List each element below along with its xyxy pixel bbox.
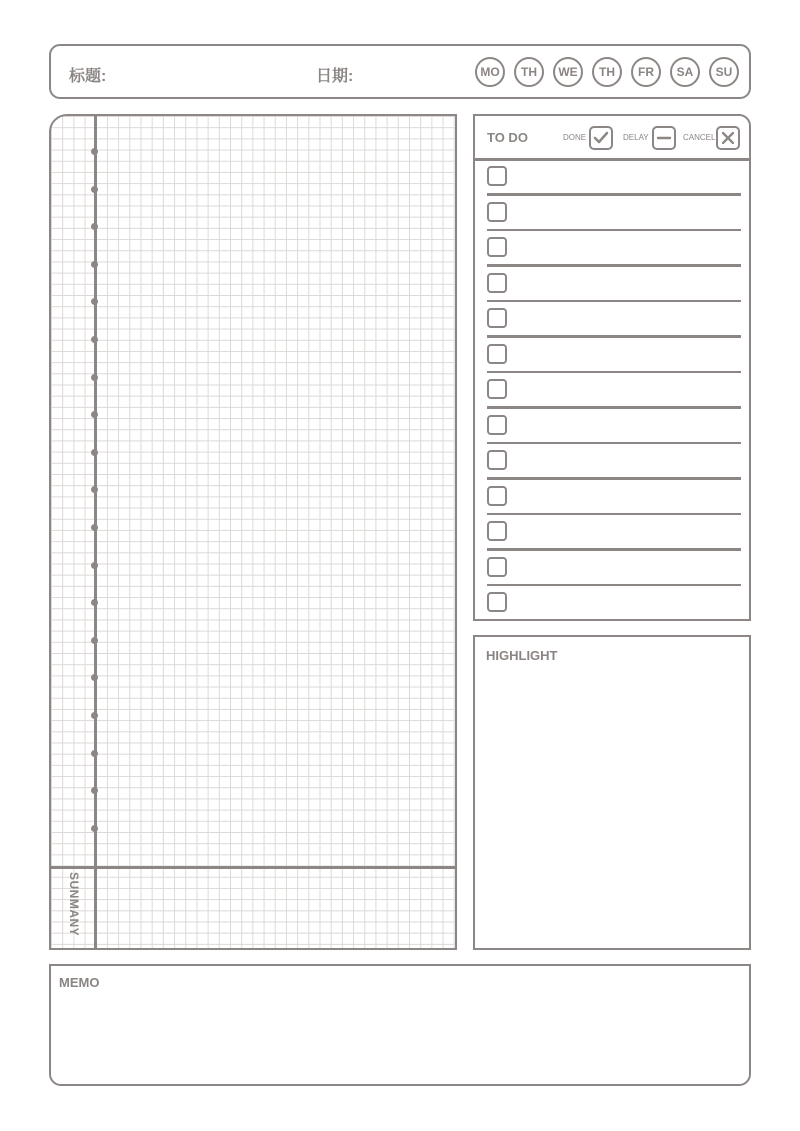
margin-dot [91, 148, 98, 155]
todo-item-line[interactable] [487, 442, 741, 445]
todo-item-line[interactable] [487, 477, 741, 480]
todo-item-line[interactable] [487, 335, 741, 338]
margin-dot [91, 674, 98, 681]
delay-legend-label: DELAY [623, 133, 649, 142]
done-legend-label: DONE [563, 133, 587, 142]
todo-item-line[interactable] [487, 513, 741, 516]
margin-dot [91, 449, 98, 456]
margin-dot [91, 486, 98, 493]
summary-divider [51, 866, 455, 869]
delay-dash-icon [652, 126, 676, 150]
day-sa[interactable]: SA [670, 57, 700, 87]
day-th-2[interactable]: TH [592, 57, 622, 87]
margin-dot [91, 298, 98, 305]
margin-dot [91, 186, 98, 193]
day-su[interactable]: SU [709, 57, 739, 87]
todo-checkbox[interactable] [487, 592, 507, 612]
todo-item-line[interactable] [487, 548, 741, 551]
highlight-panel[interactable] [473, 635, 751, 950]
margin-dot [91, 712, 98, 719]
todo-checkbox[interactable] [487, 557, 507, 577]
todo-item-line[interactable] [487, 300, 741, 303]
margin-dot [91, 223, 98, 230]
day-th[interactable]: TH [514, 57, 544, 87]
todo-checkbox[interactable] [487, 308, 507, 328]
margin-dot [91, 524, 98, 531]
todo-checkbox[interactable] [487, 237, 507, 257]
margin-dot [91, 411, 98, 418]
todo-checkbox[interactable] [487, 273, 507, 293]
todo-checkbox[interactable] [487, 415, 507, 435]
todo-item-line[interactable] [487, 264, 741, 267]
done-check-icon [589, 126, 613, 150]
margin-line [94, 116, 97, 948]
todo-panel [473, 114, 751, 621]
cancel-x-icon [716, 126, 740, 150]
margin-dot [91, 336, 98, 343]
todo-item-line[interactable] [487, 229, 741, 232]
header-bar [49, 44, 751, 99]
margin-dot [91, 562, 98, 569]
margin-dot [91, 825, 98, 832]
highlight-title: HIGHLIGHT [486, 648, 558, 663]
margin-dot [91, 261, 98, 268]
summary-label: SUNMANY [67, 872, 81, 937]
todo-item-line[interactable] [487, 406, 741, 409]
todo-item-line[interactable] [487, 371, 741, 374]
margin-dot [91, 750, 98, 757]
day-fr[interactable]: FR [631, 57, 661, 87]
margin-dot [91, 787, 98, 794]
todo-header-divider [475, 158, 749, 161]
todo-checkbox[interactable] [487, 486, 507, 506]
memo-panel[interactable] [49, 964, 751, 1086]
day-we[interactable]: WE [553, 57, 583, 87]
notes-grid[interactable] [49, 114, 457, 950]
cancel-legend-label: CANCEL [683, 133, 716, 142]
title-label: 标题: [69, 68, 107, 85]
todo-item-line[interactable] [487, 193, 741, 196]
todo-checkbox[interactable] [487, 202, 507, 222]
todo-checkbox[interactable] [487, 344, 507, 364]
day-mo[interactable]: MO [475, 57, 505, 87]
todo-checkbox[interactable] [487, 450, 507, 470]
todo-title: TO DO [487, 130, 528, 145]
date-label: 日期: [316, 68, 354, 85]
memo-title: MEMO [59, 975, 100, 990]
todo-checkbox[interactable] [487, 166, 507, 186]
todo-checkbox[interactable] [487, 521, 507, 541]
margin-dot [91, 637, 98, 644]
todo-item-line[interactable] [487, 584, 741, 587]
todo-checkbox[interactable] [487, 379, 507, 399]
margin-dot [91, 599, 98, 606]
margin-dot [91, 374, 98, 381]
